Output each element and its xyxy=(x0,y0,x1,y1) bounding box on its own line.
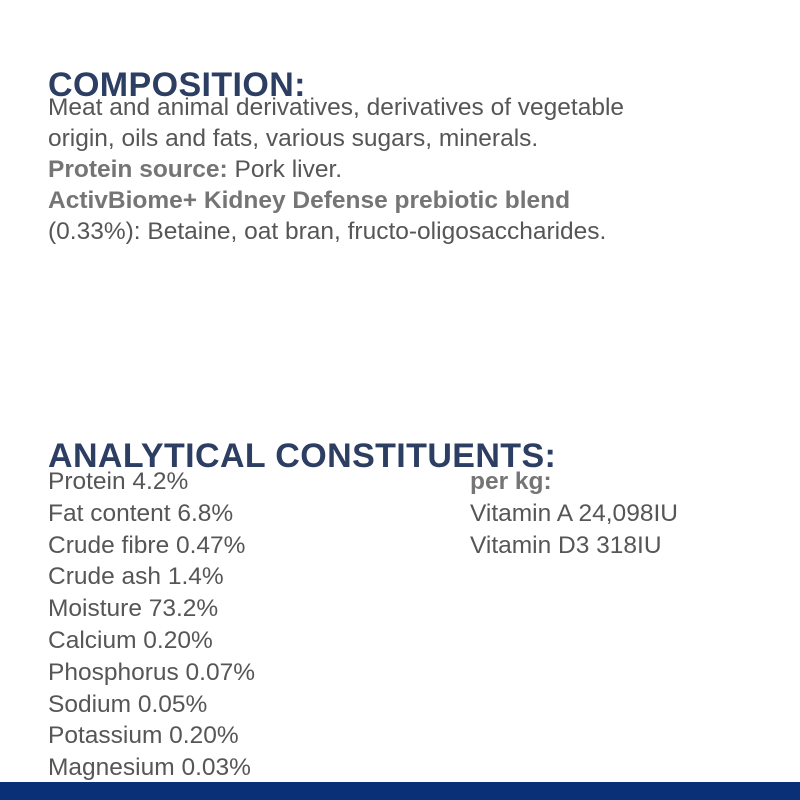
list-item: Phosphorus 0.07% xyxy=(48,658,256,686)
protein-source-line xyxy=(48,154,778,185)
list-item: Vitamin D3 318IU xyxy=(470,531,662,559)
list-item: Calcium 0.20% xyxy=(48,626,213,654)
constituents-left-column xyxy=(48,466,448,784)
prebiotic-blend-detail: (0.33%): Betaine, oat bran, fructo-oligosaccharides. xyxy=(48,218,607,245)
bottom-accent-bar xyxy=(0,782,800,800)
list-item: Vitamin A 24,098IU xyxy=(470,499,678,527)
per-kg-label: per kg: xyxy=(470,468,552,495)
analytical-constituents-heading: ANALYTICAL CONSTITUENTS: xyxy=(48,437,557,476)
list-item: Crude ash 1.4% xyxy=(48,563,224,591)
composition-line-2: origin, oils and fats, various sugars, minerals. xyxy=(48,125,539,152)
constituents-right-column xyxy=(470,466,790,561)
composition-heading: COMPOSITION: xyxy=(48,66,306,105)
list-item: Magnesium 0.03% xyxy=(48,754,251,782)
list-item: Sodium 0.05% xyxy=(48,690,208,718)
list-item: Protein 4.2% xyxy=(48,468,189,495)
prebiotic-blend-label: ActivBiome+ Kidney Defense prebiotic blend xyxy=(48,187,571,214)
list-item: Moisture 73.2% xyxy=(48,595,219,623)
list-item: Potassium 0.20% xyxy=(48,722,239,750)
list-item: Crude fibre 0.47% xyxy=(48,531,246,559)
composition-body xyxy=(48,92,778,247)
analytical-constituents-table xyxy=(0,466,800,782)
composition-line-1: Meat and animal derivatives, derivatives of vegetable xyxy=(48,94,625,121)
protein-source-value: Pork liver. xyxy=(227,156,343,183)
protein-source-label: Protein source: xyxy=(48,156,228,183)
list-item: Fat content 6.8% xyxy=(48,499,234,527)
